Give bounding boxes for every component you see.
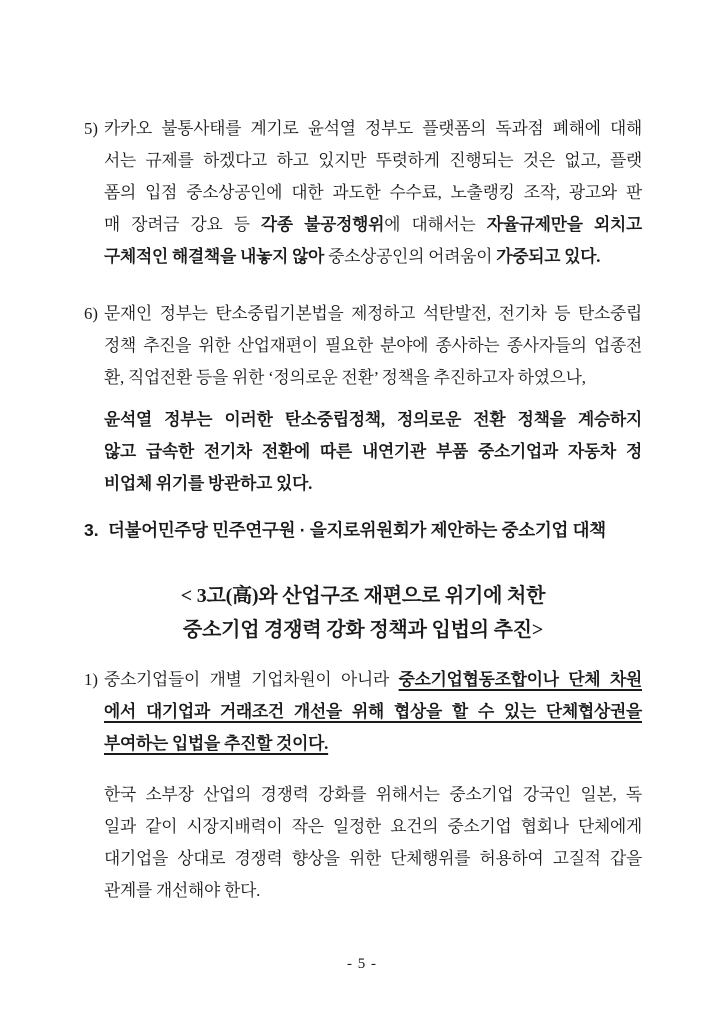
text-line — [104, 404, 642, 436]
text-line — [104, 779, 642, 811]
text-run: 대기업을 상대로 경쟁력 향상을 위한 단체행위를 허용하여 고질적 갑을 — [104, 849, 642, 868]
bold-text: 중소기업 경쟁력 강화 정책과 입법의 추진> — [182, 619, 544, 641]
text-run: 정책 추진을 위한 산업재편이 필요한 분야에 종사하는 종사자들의 업종전 — [104, 336, 642, 355]
document-content — [84, 0, 642, 907]
text-run: 중소기업들이 개별 기업차원이 아니라 — [104, 670, 399, 689]
text-run: 매 장려금 강요 등 — [104, 215, 261, 234]
text-line — [104, 177, 642, 209]
item-5 — [84, 113, 642, 273]
text-run: 카카오 불통사태를 계기로 윤석열 정부도 플랫폼의 독과점 폐해에 대해 — [104, 119, 642, 138]
text-run: 서는 규제를 하겠다고 하고 있지만 뚜렷하게 진행되는 것은 없고, 플랫 — [104, 151, 642, 170]
bold-text: 더불어민주당 민주연구원 · 을지로위원회가 제안하는 중소기업 대책 — [108, 520, 606, 540]
item-6-continuation — [84, 404, 642, 500]
underlined-text: 부여하는 입법을 추진할 것이다. — [104, 734, 329, 753]
text-run: 관계를 개선해야 한다. — [104, 881, 261, 900]
bold-text: 윤석열 정부는 이러한 탄소중립정책, 정의로운 전환 정책을 계승하지 — [104, 410, 642, 429]
text-line — [104, 241, 642, 273]
text-run: 한국 소부장 산업의 경쟁력 강화를 위해서는 중소기업 강국인 일본, 독 — [104, 785, 642, 804]
text-run: 폼의 입점 중소상공인에 대한 과도한 수수료, 노출랭킹 조작, 광고와 판 — [104, 183, 642, 202]
text-line — [104, 209, 642, 241]
text-run: 에 대해서는 — [384, 215, 487, 234]
proposal-subtitle — [84, 579, 642, 647]
list-marker: 1) — [84, 670, 98, 689]
bold-text: 각종 불공정행위 — [260, 215, 385, 234]
bold-text: 않고 급속한 전기차 전환에 따른 내연기관 부품 중소기업과 자동차 정 — [104, 442, 642, 461]
bold-text: 비업체 위기를 방관하고 있다. — [104, 474, 313, 493]
text-line — [84, 613, 642, 647]
list-marker: 3. — [84, 520, 99, 540]
bold-text: < 3고(高)와 산업구조 재편으로 위기에 처한 — [180, 585, 546, 607]
item-1-body — [84, 779, 642, 907]
text-line — [104, 696, 642, 728]
text-line — [104, 330, 642, 362]
text-run: 중소상공인의 어려움이 — [324, 247, 497, 266]
text-line — [104, 811, 642, 843]
text-line — [104, 436, 642, 468]
text-line — [104, 298, 642, 330]
section-3-heading — [84, 517, 642, 543]
text-line — [104, 468, 642, 500]
text-line — [104, 664, 642, 696]
text-line — [104, 875, 642, 907]
text-line — [104, 113, 642, 145]
underlined-text: 중소기업협동조합이나 단체 차원 — [398, 670, 642, 689]
bold-text: 구체적인 해결책을 내놓지 않아 — [104, 247, 325, 266]
page-number: - 5 - — [347, 956, 377, 972]
bold-text: 가중되고 있다. — [496, 247, 601, 266]
text-line — [104, 362, 642, 394]
list-marker: 5) — [84, 119, 98, 138]
text-line — [84, 579, 642, 613]
underlined-text: 에서 대기업과 거래조건 개선을 위해 협상을 할 수 있는 단체협상권을 — [104, 702, 642, 721]
list-marker: 6) — [84, 304, 98, 323]
text-line — [108, 517, 642, 543]
text-run: 환, 직업전환 등을 위한 ‘정의로운 전환’ 정책을 추진하고자 하였으나, — [104, 368, 586, 387]
item-6 — [84, 298, 642, 394]
item-1 — [84, 664, 642, 760]
text-line — [104, 145, 642, 177]
text-run: 문재인 정부는 탄소중립기본법을 제정하고 석탄발전, 전기차 등 탄소중립 — [104, 304, 642, 323]
bold-text: 자율규제만을 외치고 — [486, 215, 643, 234]
text-run: 일과 같이 시장지배력이 작은 일정한 요건의 중소기업 협회나 단체에게 — [104, 817, 642, 836]
text-line — [104, 843, 642, 875]
text-line — [104, 728, 642, 760]
